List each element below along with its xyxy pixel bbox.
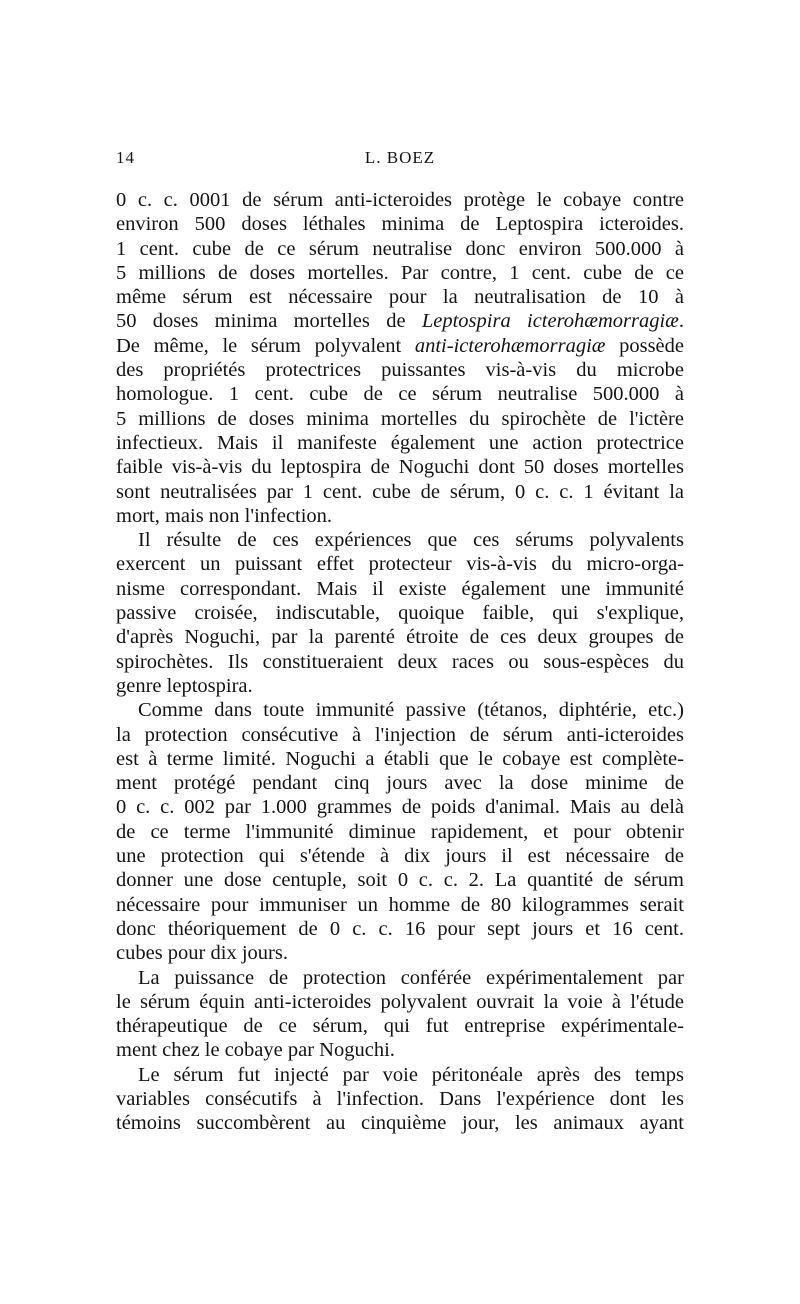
text-line: nécessaire pour immuniser un homme de 80 kilogrammes serait — [116, 893, 684, 916]
text-line: ment chez le cobaye par Noguchi. — [116, 1039, 395, 1062]
text-line: 0 c. c. 0001 de sérum anti-icteroides protège le cobaye contre — [116, 189, 684, 211]
text-line: nisme correspondant. Mais il existe également une immunité — [116, 577, 684, 600]
text-line: environ 500 doses léthales minima de Leptospira icteroides. — [116, 213, 684, 236]
italic-term: anti-icterohæmorragiæ — [414, 334, 606, 357]
paragraph-4 — [116, 966, 684, 1063]
text-line: passive croisée, indiscutable, quoique faible, qui s'explique, — [116, 602, 684, 625]
paragraph-1 — [116, 188, 684, 528]
text-line: des propriétés protectrices puissantes vis-à-vis du microbe — [116, 359, 684, 382]
paragraph-3 — [116, 698, 684, 965]
text-line: même sérum est nécessaire pour la neutralisation de 10 à — [116, 286, 684, 309]
text-line: infectieux. Mais il manifeste également une action protectrice — [116, 431, 684, 454]
text-line: variables consécutifs à l'infection. Dans l'expérience dont les — [116, 1087, 684, 1110]
paragraph-5 — [116, 1063, 684, 1136]
text-line: Le sérum fut injecté par voie péritonéale après des temps — [138, 1063, 684, 1086]
body-text — [116, 188, 684, 1136]
text-line: De même, le sérum polyvalent anti-icterohæmorragiæ possède — [116, 334, 685, 357]
text-line: thérapeutique de ce sérum, qui fut entreprise expérimentale- — [116, 1015, 684, 1038]
text-line: genre leptospira. — [116, 674, 253, 697]
running-head — [116, 148, 684, 172]
text-line: témoins succombèrent au cinquième jour, les animaux ayant — [116, 1112, 684, 1135]
text-line: spirochètes. Ils constitueraient deux races ou sous-espèces du — [116, 650, 684, 673]
text-line: 1 cent. cube de ce sérum neutralise donc environ 500.000 à — [116, 237, 684, 260]
text-line: de ce terme l'immunité diminue rapidement, et pour obtenir — [116, 820, 684, 843]
text-line: sont neutralisées par 1 cent. cube de sérum, 0 c. c. 1 évitant la — [116, 480, 684, 503]
text-line: exercent un puissant effet protecteur vis-à-vis du micro-orga- — [116, 553, 684, 576]
text-line: une protection qui s'étende à dix jours il est nécessaire de — [116, 845, 684, 868]
text-line: 50 doses minima mortelles de Leptospira icterohæmorragiæ. — [116, 310, 684, 333]
text-line: homologue. 1 cent. cube de ce sérum neutralise 500.000 à — [116, 383, 684, 406]
text-line: 5 millions de doses mortelles. Par contre, 1 cent. cube de ce — [116, 261, 684, 284]
text-line: donner une dose centuple, soit 0 c. c. 2. La quantité de sérum — [116, 869, 684, 892]
italic-term: Leptospira icterohæmorragiæ — [421, 310, 679, 333]
page-number: 14 — [116, 148, 135, 167]
text-line: faible vis-à-vis du leptospira de Noguchi dont 50 doses mortelles — [116, 456, 684, 479]
text-line: Il résulte de ces expériences que ces sérums polyvalents — [138, 529, 684, 552]
text-line: Comme dans toute immunité passive (tétanos, diphtérie, etc.) — [138, 699, 684, 722]
text-line: d'après Noguchi, par la parenté étroite de ces deux groupes de — [116, 626, 684, 649]
text-line: cubes pour dix jours. — [116, 942, 288, 965]
text-line: mort, mais non l'infection. — [116, 504, 333, 527]
running-title: L. BOEZ — [364, 148, 436, 167]
text-line: donc théoriquement de 0 c. c. 16 pour sept jours et 16 cent. — [116, 917, 684, 940]
text-line: ment protégé pendant cinq jours avec la dose minime de — [116, 772, 684, 795]
text-line: est à terme limité. Noguchi a établi que le cobaye est complète- — [116, 747, 684, 770]
paragraph-2 — [116, 528, 684, 698]
text-line: le sérum équin anti-icteroides polyvalent ouvrait la voie à l'étude — [116, 990, 684, 1013]
text-line: la protection consécutive à l'injection de sérum anti-icteroides — [116, 723, 684, 746]
text-line: La puissance de protection conférée expérimentalement par — [138, 966, 684, 989]
text-line: 0 c. c. 002 par 1.000 grammes de poids d'animal. Mais au delà — [116, 796, 684, 819]
text-line: 5 millions de doses minima mortelles du spirochète de l'ictère — [116, 407, 684, 430]
